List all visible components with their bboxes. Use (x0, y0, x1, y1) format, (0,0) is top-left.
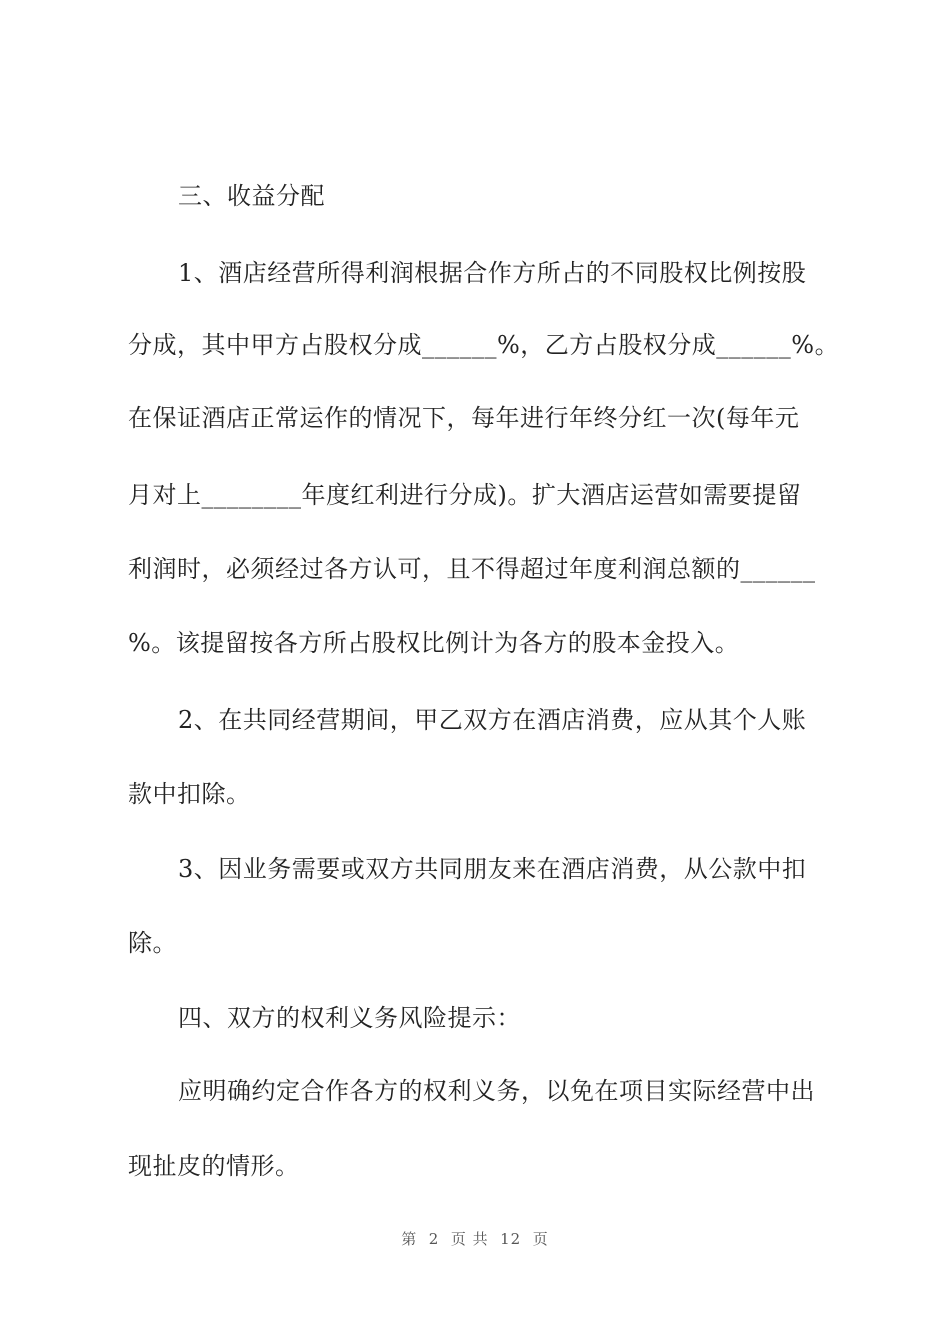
section-heading-revenue-distribution: 三、收益分配 (178, 182, 325, 210)
paragraph-line: 利润时，必须经过各方认可，且不得超过年度利润总额的______ (128, 555, 816, 583)
paragraph-line: 2、在共同经营期间，甲乙双方在酒店消费，应从其个人账 (178, 706, 807, 734)
paragraph-line: 除。 (128, 929, 177, 957)
paragraph-line: 应明确约定合作各方的权利义务，以免在项目实际经营中出 (178, 1077, 815, 1105)
paragraph-line: 1、酒店经营所得利润根据合作方所占的不同股权比例按股 (178, 259, 807, 287)
paragraph-line: 月对上________年度红利进行分成)。扩大酒店运营如需要提留 (128, 481, 802, 509)
paragraph-line: 现扯皮的情形。 (128, 1152, 300, 1180)
paragraph-line: %。该提留按各方所占股权比例计为各方的股本金投入。 (128, 629, 740, 657)
paragraph-line: 3、因业务需要或双方共同朋友来在酒店消费，从公款中扣 (178, 855, 807, 883)
paragraph-line: 分成，其中甲方占股权分成______%，乙方占股权分成______%。 (128, 331, 840, 359)
section-heading-rights-obligations: 四、双方的权利义务风险提示： (178, 1004, 521, 1032)
paragraph-line: 在保证酒店正常运作的情况下，每年进行年终分红一次(每年元 (128, 404, 800, 432)
page-number-footer: 第 2 页 共 12 页 (401, 1230, 549, 1248)
paragraph-line: 款中扣除。 (128, 780, 251, 808)
